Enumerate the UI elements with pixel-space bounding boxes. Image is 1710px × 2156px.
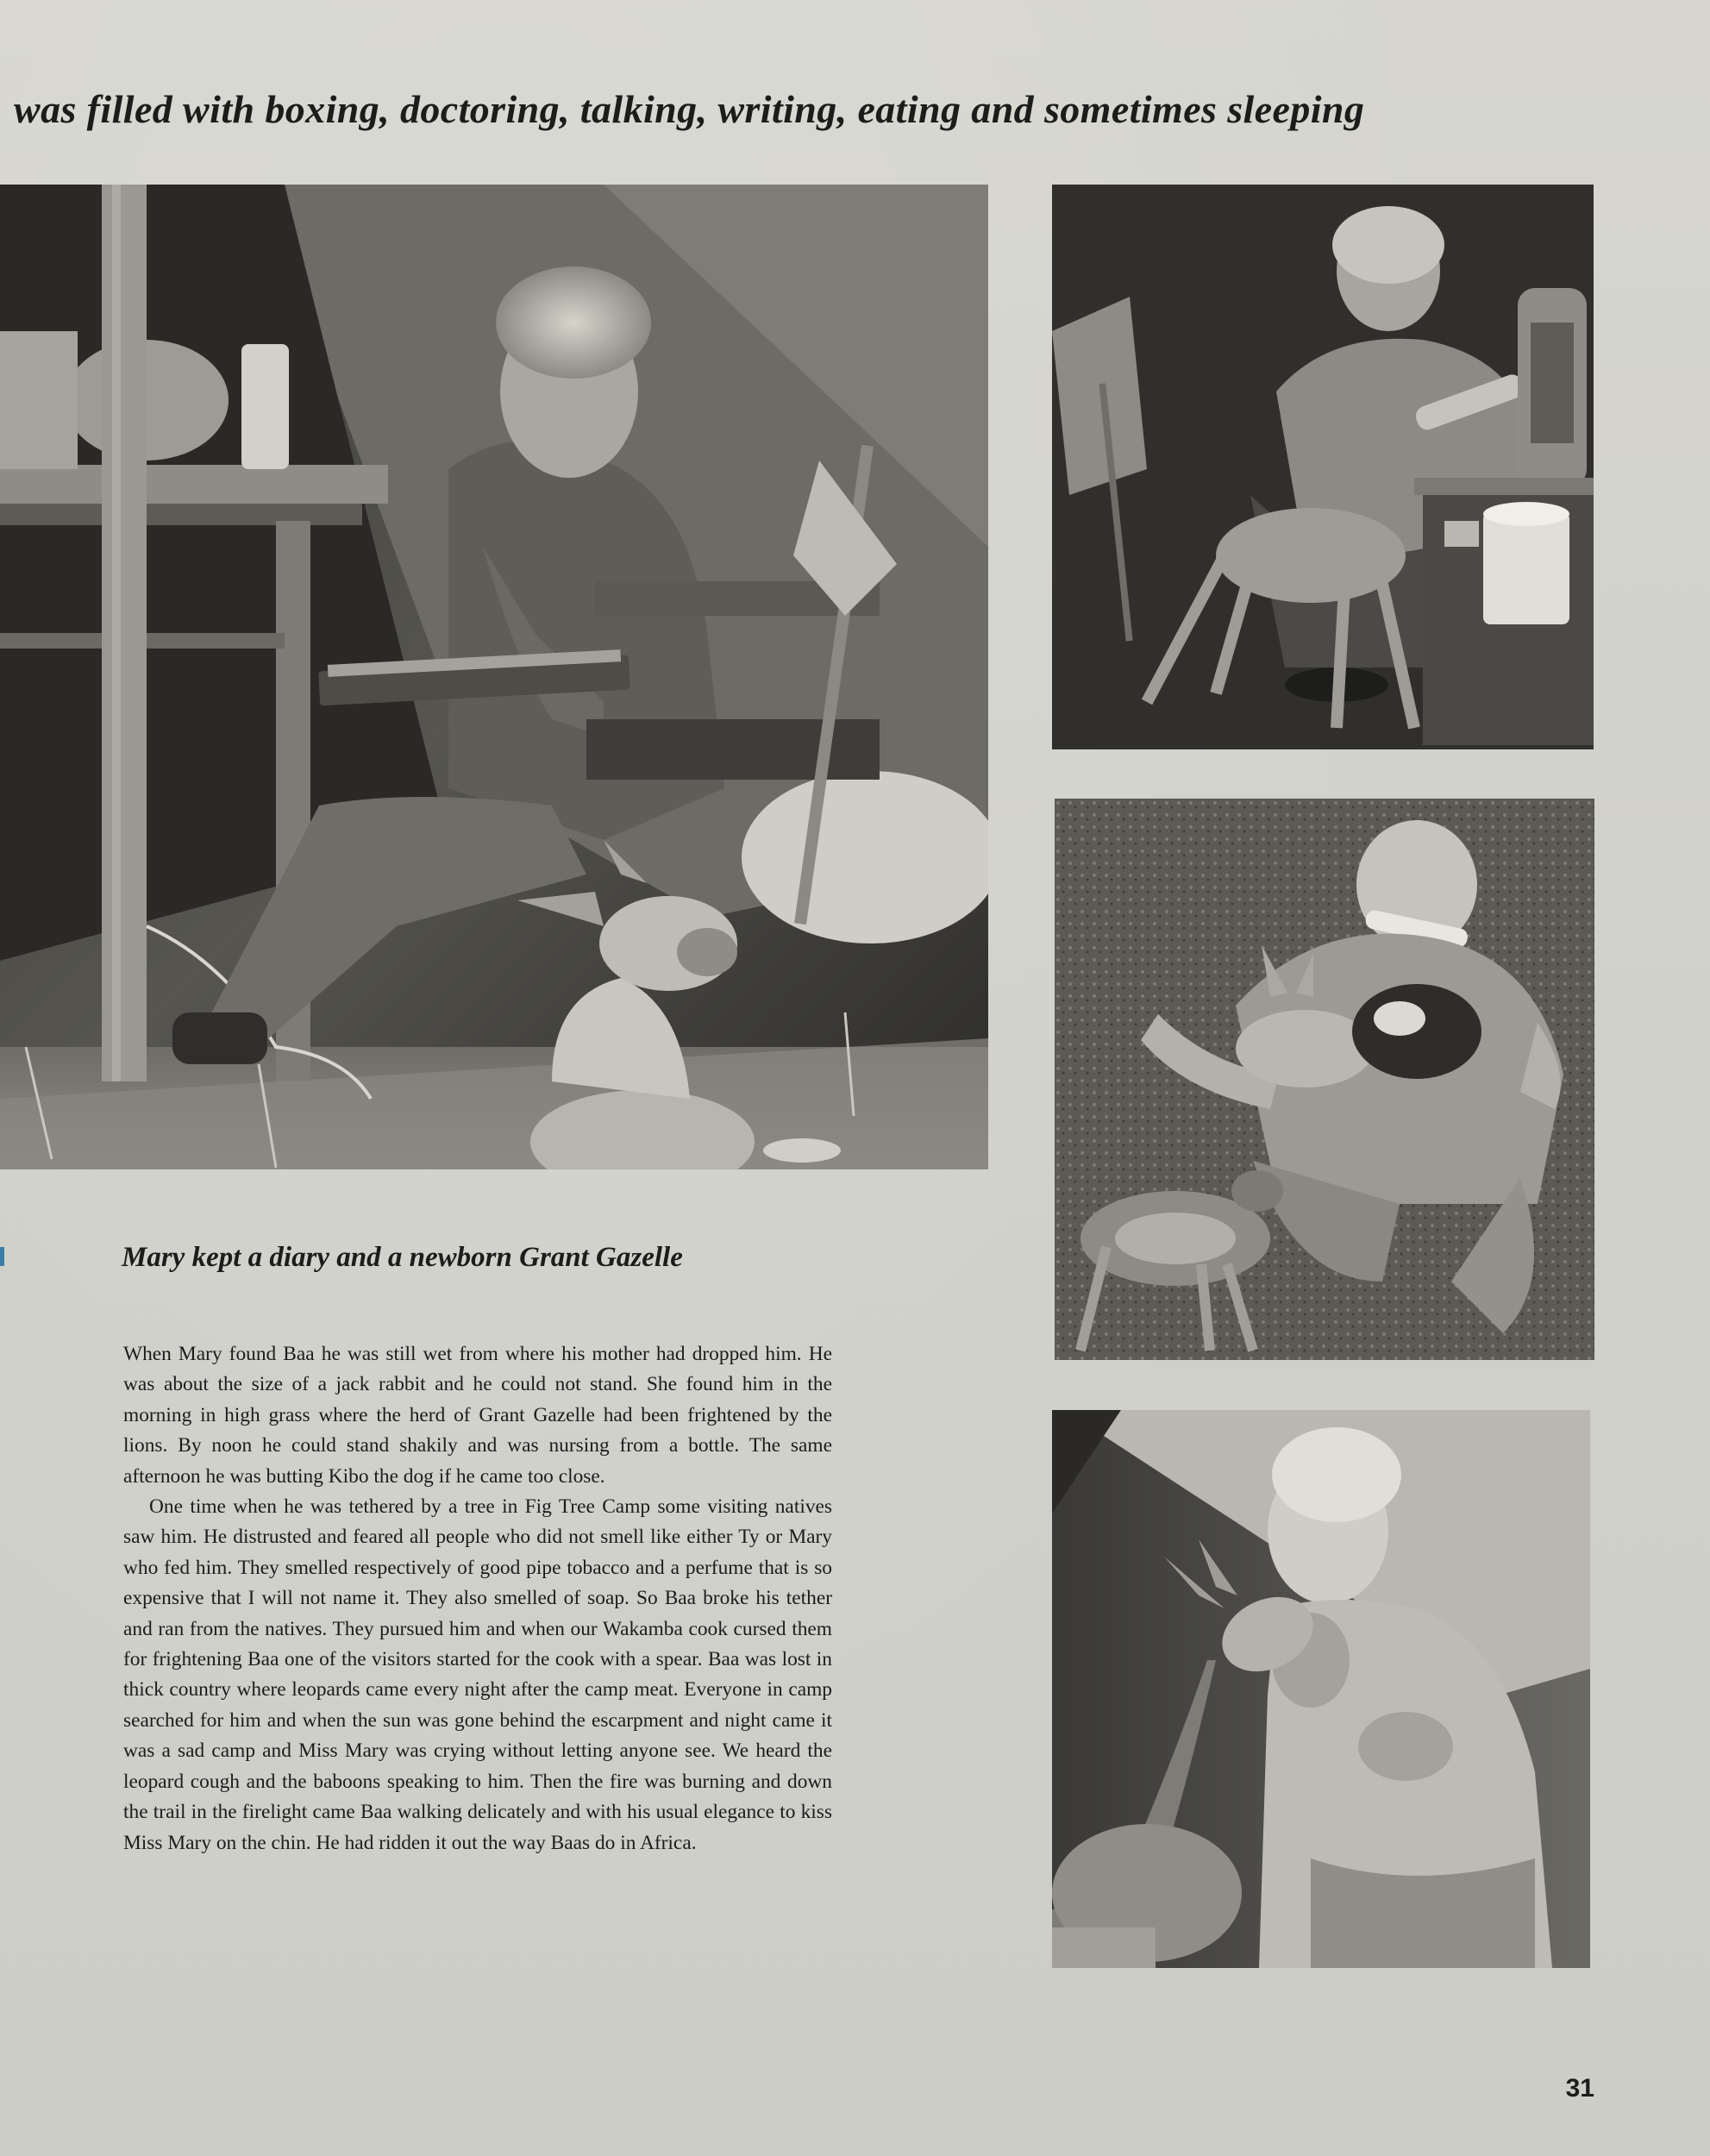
- photo-woman-writing-diary-with-gazelle: [0, 185, 988, 1169]
- article-body: [123, 1339, 832, 1858]
- article-paragraph: When Mary found Baa he was still wet from where his mother had dropped him. He was about the size of a jack rabbit and he could not stand. She found him in the morning in high grass where the herd of Grant Gazelle had been frightened by the lions. By noon he could stand shakily and was nursing from a bottle. The same afternoon he was butting Kibo the dog if he came too close.: [123, 1343, 832, 1488]
- headline: was filled with boxing, doctoring, talking, writing, eating and sometimes sleeping: [14, 87, 1365, 131]
- margin-mark: [0, 1247, 4, 1266]
- photo-woman-with-gazelle-and-dog: [1055, 799, 1594, 1360]
- page-number: 31: [1565, 2074, 1594, 2103]
- photo-gazelle-kissing-woman: [1052, 1410, 1590, 1968]
- article-paragraph: One time when he was tethered by a tree in Fig Tree Camp some visiting natives saw him. He distrusted and feared all people who did not smell like either Ty or Mary who fed him. They smelled respectively of good pipe tobacco and a perfume that is so expensive that I will not name it. They also smelled of soap. So Baa broke his tether and ran from the natives. They pursued him and when our Wakamba cook cursed them for frightening Baa one of the visitors started for the cook with a spear. Baa was lost in thick country where leopards came every night after the camp meat. Everyone in camp searched for him and when the sun was gone behind the escarpment and night came it was a sad camp and Miss Mary was crying without letting anyone see. We heard the leopard cough and the baboons speaking to him. Then the fire was burning and down the trail in the firelight came Baa walking delicately and with his usual elegance to kiss Miss Mary on the chin. He had ridden it out the way Baas do in Africa.: [123, 1495, 832, 1854]
- caption: Mary kept a diary and a newborn Grant Gazelle: [122, 1242, 683, 1273]
- photo-woman-bottle-feeding-gazelle: [1052, 185, 1594, 749]
